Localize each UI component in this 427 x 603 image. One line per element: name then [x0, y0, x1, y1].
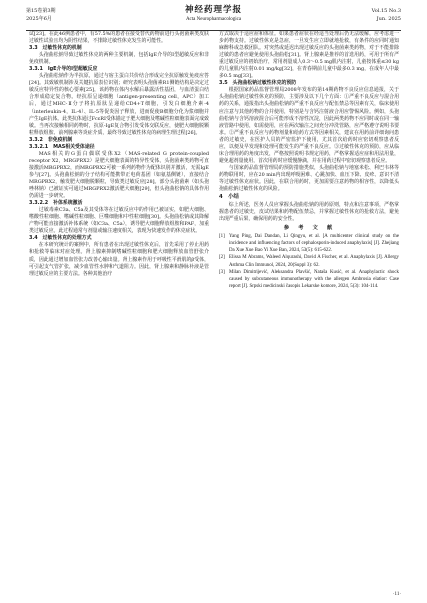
body-paragraph: 过敏毒素C3a、C5a及其受体等在过敏反应中的作用已被证实，如肥大细胞、嗜酸性粒细胞、嗜碱性粒细胞、巨噬细胞和中性粒细胞[30]。头孢曲松钠或其降解产物可能直接激活补体系统（如C3a、C5a），诱导肥大细胞释放组胺和PAF，加重类过敏反应。此过程通常与剂量或输注速度相关，表现为快速发作的休克症状。 [29, 207, 209, 235]
right-column-body [219, 31, 399, 223]
section-heading: 3.3.2.1 MAS相关受体途径 [29, 143, 95, 150]
reference-list [219, 233, 399, 289]
body-paragraph: 根据国家药品监督管理局2008年发布的第14期药物不良反应信息通报，关于头孢曲松钠过敏性休克的预防，主要涉及以下几个方面：①严重不良反应与混合用药的关系，通报指出头孢曲松钠的严重不良反应与配伍禁忌等因素有关，临床使用应注意与其他药物的合并使用，特别是与含钙注射液合用应警惕风险。例如，头孢曲松钠与含钙溶液混合后可能形成不溶性沉淀，因此两类药物不应同时或在同一输液管路中使用，如需使用，应在两次输注之间充分冲洗管路，应严格遵守说明书要求。②严重不良反应与药物剂量和给药方式等因素相关，建议在用药前详细询问患者的过敏史，在医护人员的严密监护下使用，尤其首次给药时应密切观察患者反应，以便及早发现和处理可能发生的严重不良反应。③过敏性休克的预防，应从临床合理用药的角度出发，严格按照说明书规定用药，严格掌握适应症和用法用量，避免超剂量使用，首次用药时应缓慢静滴，并在用药过程中密切观察患者反应。 [219, 87, 399, 164]
section-heading: 3.3 过敏性休克的机制 [29, 45, 82, 52]
body-paragraph: MAS相关的G蛋白偶联受体X2（MAS-related G protein-coupled receptor X2，MRGPRX2）是肥大细胞表面的特异性受体，头孢菌素类药物可直接激活MRGPRX2，而MRGPRX2可被一系列药物作为配体识别并激活，无需IgE参与[27]。头孢曲松钠的分子结构可能携带正电荷基团（如氨基侧链），直接结合MRGPRX2，触发肥大细胞脱颗粒，导致类过敏反应[28]。部分头孢菌素（如头孢唑林钠）已被证实可通过MRGPRX2激活肥大细胞[29]，但头孢曲松钠的具体作用仍需进一步研究。 [29, 150, 209, 200]
journal-title-cn: 神经药理学报 [184, 5, 242, 15]
running-header [26, 5, 401, 27]
reference-text: Elissa M Abrams, Waleed Alqurashi, David A Fischer, et al. Anaphylaxis [J]. Allergy Asthma Clin Immunol, 2024, 20(Suppl 3): 62. [229, 255, 399, 268]
vol-issue-en: Vol.15 No.3 [371, 8, 401, 14]
reference-item [219, 269, 399, 290]
section-heading: 3.5 头孢曲松钠过敏性休克的预防 [219, 80, 297, 87]
references-heading: 参 考 文 献 [283, 225, 335, 232]
right-column [219, 31, 399, 290]
reference-text: Milan Dimitrijević, Aleksandra Plavšić, Nataša Kusić, et al. Anaphylactic shock caused by subcutaneous immunotherapy with the allergen Ambrosia elatior: Case report [J]. Srpski medicinski časopis Lekarske komore, 2024, 5(3): 104-114. [229, 269, 399, 289]
body-paragraph: 头孢曲松钠导致过敏性休克的两种主要机制，包括IgE介导的Ⅰ型超敏反应和非免疫机制。 [29, 52, 209, 66]
vol-issue-cn: 第15卷第3期 [26, 8, 56, 14]
date-en: Jun. 2025 [376, 16, 401, 22]
body-paragraph: 综上所述，医务人员应掌握头孢曲松钠的用药原则，特点和注意事项，严格掌握患者的过敏史，皮试结果和药物配伍禁忌，并掌握过敏性休克的抢救方法，避免出现严重后果，确保用药的安全性。 [219, 202, 399, 223]
reference-number: [2] [219, 255, 225, 261]
reference-item [219, 233, 399, 254]
section-heading: 3.3.2 非免疫机制 [29, 136, 73, 143]
section-heading: 3.3.1 IgE介导的Ⅰ型超敏反应 [29, 66, 98, 73]
date-cn: 2025年6月 [26, 16, 52, 22]
reference-item [219, 254, 399, 268]
left-column [29, 31, 209, 278]
section-heading: 3.3.2.2 补体系统激活 [29, 200, 83, 207]
body-paragraph: 方式取决于适应症和体征。如果患者症状在经适当处理后仍无法缓解，应考虑进一步药物支持。过敏性休克是急症，一旦发生应立即就地抢救，有条件的应同时通知麻醉科或急救团队。对突然或延迟出现过敏反应的头孢菌素类药物，对于不能排除过敏的患者应避免使用头孢曲松[31]。肾上腺素是推荐的首选用药，可用于所有严重过敏反应的初始治疗，常用剂量成人0.3～0.5 mg肌内注射，儿童按体重≤30 kg的儿童肌内注射0.01 mg/kg[32]，在青春期前儿童中最多0.3 mg，在成年人中最多0.5 mg[33]。 [219, 31, 399, 80]
journal-title-en: Acta Neuropharmacologica [185, 17, 242, 22]
page-number: ·11· [392, 592, 401, 597]
body-paragraph: 在本研究统计的案例中，所有患者在出现过敏性休克后，首先采用了停止用药和抢救等临床对症处理。肾上腺素抑制嗜碱性粒细胞和肥大细胞释放血管舒张介质，因此通过增加血管张力改善心输出量。肾上腺素作用于呼吸性平滑肌的β受体，可引起支气管扩张，减少血管性水肿和气道阻力。因此，肾上腺素和静脉补液是管理过敏反应的主要方法。各种其他治疗 [29, 242, 209, 277]
reference-number: [1] [219, 234, 225, 240]
section-heading: 4 小结 [219, 194, 239, 201]
body-paragraph: 试[23]。在此46例患者中，有57.5%的患者在接受替代药物前进行头孢菌素类皮肤过敏性试验且均为阴性结果，不排除过敏性休克发生的可能性。 [29, 31, 209, 45]
section-heading: 3.4 过敏性休克的处理方式 [29, 235, 92, 242]
reference-text: Yang Ping, Dai Dandan, Li Qingyu, et al. [A multicenter clinical study on the incidence and influencing factors of cephalosporin-induced anaphylaxis] [J]. Zhejiang Da Xue Xue Bao Yi Xue Ban, 2024, 53(5): 615-622. [229, 234, 399, 254]
body-paragraph: 与国家药品监督管理局的预防措施类似，头孢曲松钠与地塞米松、利巴韦林等药物联用时，应在20 min内出现呼吸困难、心跳加快、血压下降、皮疹、意识不清等过敏性休克症状。因此，在联合用药时，更加需要注意药物的相容性，以降低头孢曲松钠过敏性休克的风险。 [219, 164, 399, 193]
reference-number: [3] [219, 269, 225, 275]
body-paragraph: 头孢曲松钠作为半抗原，通过与宿主蛋白共价结合形成完全抗原触发免疫应答[24]。其致敏机制涉及关键抗原表位识别；研究表明头孢菌素R1侧链结构是决定过敏反应特异性的核心要素[25]，该药物在体内水解后暴露活性基团，与血清蛋白结合形成稳定复合物。经抗原呈递细胞（antigen-presenting cell，APC）加工后，通过MHC-Ⅱ分子将抗原肽呈递给CD4+T细胞，引发白细胞介素-4（interleukin-4，IL-4）、IL-5等促炎因子释放，进而促使B细胞分化为浆细胞并产生IgE抗体。此类抗体通过FcεRⅠ受体锚定于肥大细胞及嗜碱性粒细胞表面完成致敏。当再次接触相同药物时，抗原-IgE复合物引发受体交联反应，使肥大细胞脱颗粒释放组胺、前列腺素等炎症介质，最终导致过敏性休克的病理生理过程[26]。 [29, 73, 209, 136]
